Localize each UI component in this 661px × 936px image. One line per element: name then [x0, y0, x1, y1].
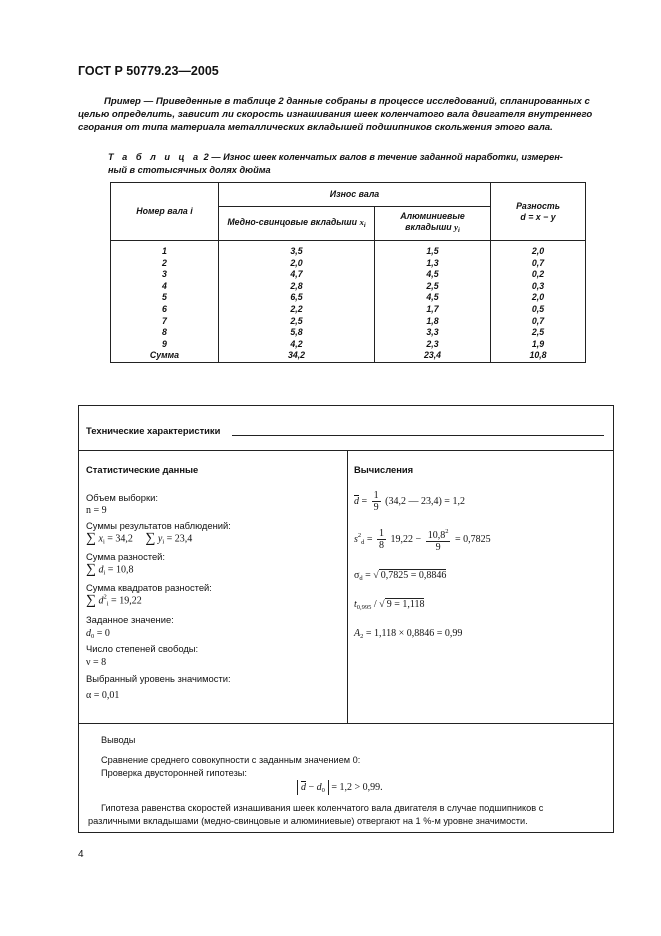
calc-a-text: = 1,118 × 0,8846 = 0,99	[365, 628, 463, 639]
tech-underline	[232, 435, 604, 436]
copper-var: x	[359, 216, 364, 227]
table-caption	[108, 151, 588, 177]
table-cell: 6	[111, 304, 219, 316]
nu-value: ν = 8	[86, 657, 107, 668]
page-number: 4	[78, 849, 84, 860]
table-cell: 0,5	[491, 304, 586, 316]
alpha-value: α = 0,01	[86, 690, 120, 701]
table-cell: 4	[111, 281, 219, 293]
table-cell: 2,3	[375, 339, 491, 351]
table-cell: 7	[111, 316, 219, 328]
table-cell: 1,5	[375, 241, 491, 258]
aluminium-label: Алюминиевые вкладыши	[400, 211, 465, 232]
sample-label: Объем выборки:	[86, 492, 158, 503]
table-cell: 9	[111, 339, 219, 351]
table-cell: 2,5	[375, 281, 491, 293]
table-cell: 0,7	[491, 258, 586, 270]
calc-t: $t_{0,995}$ / √ 9 = 1,118	[354, 599, 425, 611]
calc-sigma-text: 0,7825 = 0,8846	[380, 570, 447, 581]
table-row	[111, 258, 586, 270]
d0: 0	[104, 628, 110, 639]
wear-table	[110, 182, 586, 363]
table-cell: 2,0	[219, 258, 375, 270]
calc-title: Вычисления	[354, 464, 414, 475]
sum-x: 34,2	[115, 533, 133, 545]
d0-value: $d_0 = 0$	[86, 628, 110, 640]
table-cell: 4,2	[219, 339, 375, 351]
calc-t-text: 9 = 1,118	[386, 599, 425, 610]
table-cell: 2,5	[491, 327, 586, 339]
final-line-2: различными вкладышами (медно-свинцовые и алюминиевые) отвергают на 1 %-м уровне значимости.	[88, 816, 528, 826]
sum-d: 10,8	[115, 564, 134, 576]
table-cell: 3,3	[375, 327, 491, 339]
table-cell: 2,0	[491, 241, 586, 258]
table-cell: 34,2	[219, 350, 375, 362]
table-cell: 8	[111, 327, 219, 339]
table-cell: 2,5	[219, 316, 375, 328]
table-cell: 3	[111, 269, 219, 281]
col-header-copper	[219, 207, 375, 241]
difference-formula: d = x − y	[520, 211, 556, 222]
sums-values: ∑ $x_i = 34,2$ ∑ $y_i = 23,4$	[86, 531, 193, 546]
copper-label: Медно-свинцовые вкладыши	[227, 216, 357, 227]
sums-label: Суммы результатов наблюдений:	[86, 520, 231, 531]
table-cell: 2,8	[219, 281, 375, 293]
table-cell: 0,7	[491, 316, 586, 328]
stats-title: Статистические данные	[86, 464, 199, 475]
table-caption-lead: Т а б л и ц а	[108, 152, 202, 162]
table-row	[111, 350, 586, 362]
col-header-aluminium	[375, 207, 491, 241]
table-cell: 4,7	[219, 269, 375, 281]
aluminium-var: y	[454, 222, 459, 232]
table-cell: 0,2	[491, 269, 586, 281]
calculation-form	[78, 405, 614, 833]
table-cell: 10,8	[491, 350, 586, 362]
table-cell: 2	[111, 258, 219, 270]
table-cell: 1,9	[491, 339, 586, 351]
table-cell: 5,8	[219, 327, 375, 339]
calc-s2-num: 10,8	[427, 530, 446, 541]
aluminium-sub: i	[458, 227, 460, 234]
example-line-3: сгорания от типа материала металлических вкладышей подшипников скольжения этого вала.	[78, 122, 553, 134]
table-cell: Сумма	[111, 350, 219, 362]
example-line-1: Пример — Приведенные в таблице 2 данные собраны в процессе исследований, спланированных с	[104, 96, 590, 107]
table-row	[111, 339, 586, 351]
table-cell: 2,2	[219, 304, 375, 316]
table-cell: 1	[111, 241, 219, 258]
diff-sum-value: ∑ $d_i = 10,8$	[86, 562, 134, 577]
table-row	[111, 281, 586, 293]
table-cell: 6,5	[219, 292, 375, 304]
table-cell: 1,7	[375, 304, 491, 316]
table-cell: 0,3	[491, 281, 586, 293]
check-result: = 1,2 > 0,99.	[331, 782, 383, 793]
dof-label: Число степеней свободы:	[86, 643, 199, 654]
tech-label: Технические характеристики	[86, 425, 221, 436]
n-value: n = 9	[86, 505, 107, 516]
table-cell: 1,3	[375, 258, 491, 270]
table-body	[111, 241, 586, 363]
sum-d2: 19,22	[119, 595, 142, 607]
table-row	[111, 241, 586, 258]
tech-row	[79, 406, 613, 451]
given-label: Заданное значение:	[86, 614, 174, 625]
calc-s2-res: = 0,7825	[454, 533, 491, 545]
conclusions-title: Выводы	[101, 735, 136, 745]
table-cell: 5	[111, 292, 219, 304]
table-row	[111, 292, 586, 304]
table-row	[111, 327, 586, 339]
table-cell: 3,5	[219, 241, 375, 258]
sq-sum-label: Сумма квадратов разностей:	[86, 582, 212, 593]
diff-sum-label: Сумма разностей:	[86, 551, 166, 562]
col-header-shaft-number: Номер вала i	[111, 183, 219, 241]
calc-mean-text: (34,2 — 23,4) = 1,2	[385, 495, 465, 507]
calc-sigma: $\sigma_d$ = √ 0,7825 = 0,8846	[354, 570, 447, 582]
calc-s2-a: 19,22 −	[390, 533, 422, 545]
sum-y: 23,4	[174, 533, 193, 545]
check-formula: $\overline{d} - d_0 = 1,2 > 0,99$.	[297, 782, 383, 794]
table-row	[111, 316, 586, 328]
table-row	[111, 269, 586, 281]
sq-sum-value: ∑ $d^2_i = 19,22$	[86, 593, 142, 608]
final-line-1: Гипотеза равенства скоростей изнашивания шеек коленчатого вала двигателя в случае подшипников с	[101, 803, 544, 813]
table-cell: 1,8	[375, 316, 491, 328]
table-row	[111, 304, 586, 316]
copper-sub: i	[363, 221, 366, 229]
document-header: ГОСТ Р 50779.23—2005	[78, 64, 219, 78]
table-cell: 2,0	[491, 292, 586, 304]
difference-label: Разность	[516, 200, 560, 211]
column-divider	[347, 450, 348, 723]
table-cell: 4,5	[375, 269, 491, 281]
calc-s2: $s^2_d$ = $\frac{1}{8}$ 19,22 − $\frac{10,8^2}{9}$ = 0,7825	[354, 528, 491, 553]
calc-a: $A_2 = 1,118 \times 0,8846 = 0,99$	[354, 628, 463, 640]
alpha-label: Выбранный уровень значимости:	[86, 673, 231, 684]
example-line-2: целью определить, зависит ли скорость изнашивания шеек коленчатого вала двигателя внутреннего	[78, 109, 593, 121]
col-header-wear: Износ вала	[219, 183, 491, 207]
compare-line: Сравнение среднего совокупности с заданным значением 0:	[101, 755, 361, 765]
example-paragraph	[78, 95, 614, 135]
table-cell: 4,5	[375, 292, 491, 304]
check-line: Проверка двусторонней гипотезы:	[101, 768, 247, 778]
table-cell: 23,4	[375, 350, 491, 362]
calc-mean: $\overline{d}$ = $\frac{1}{9}$ (34,2 — 23,4) = 1,2	[354, 490, 465, 513]
col-header-difference	[491, 183, 586, 241]
section-divider	[79, 723, 613, 724]
table-caption-line2: ный в стотысячных долях дюйма	[108, 165, 271, 175]
table-caption-line1: 2 — Износ шеек коленчатых валов в течение заданной наработки, измерен-	[201, 152, 563, 162]
